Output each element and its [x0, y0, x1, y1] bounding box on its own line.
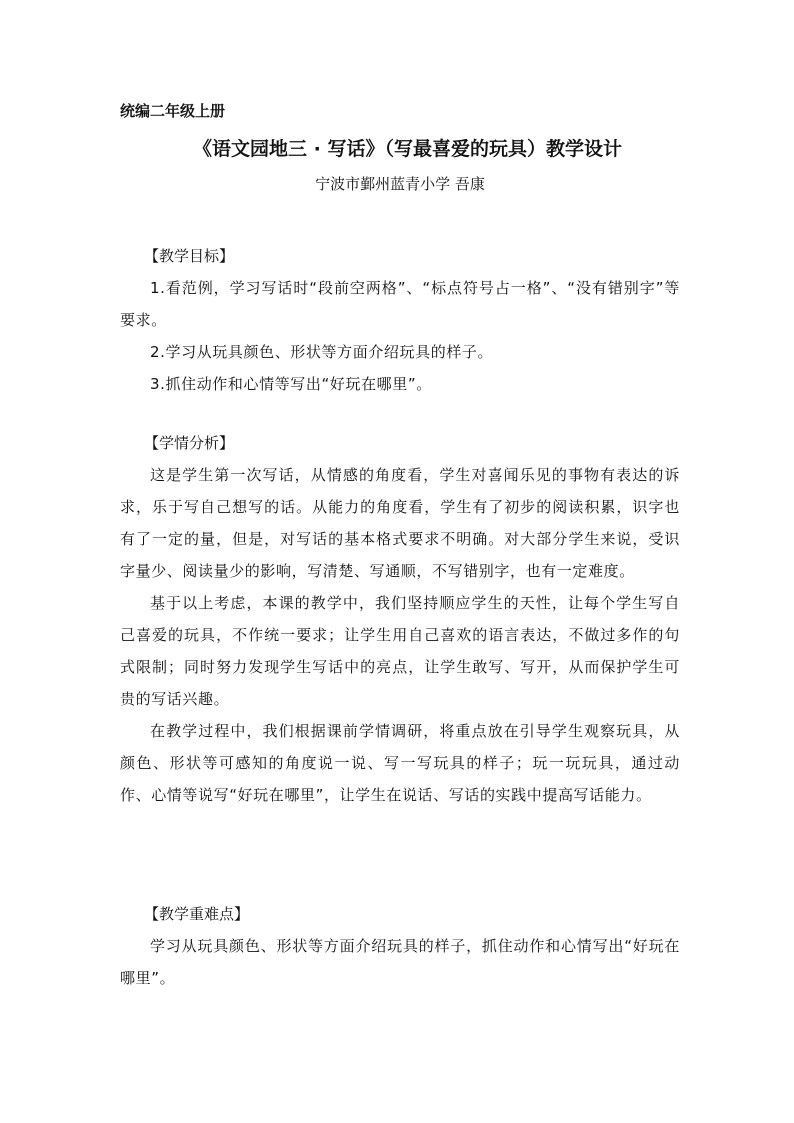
- section-key-points: [120, 898, 680, 994]
- section-heading-goals: 【教学目标】: [144, 247, 235, 265]
- goal-item-1: 1.看范例，学习写话时“段前空两格”、“标点符号占一格”、“没有错别字”等要求。: [120, 279, 680, 329]
- document-title: 《语文园地三 · 写话》（写最喜爱的玩具）教学设计: [193, 138, 622, 160]
- section-heading-key-points: 【教学重难点】: [144, 905, 250, 923]
- analysis-paragraph-2: 基于以上考虑，本课的教学中，我们坚持顺应学生的天性，让每个学生写自己喜爱的玩具，不作统一要求；让学生用自己喜欢的语言表达，不做过多作的句式限制；同时努力发现学生写话中的亮点，让学生敢写、写开，从而保护学生可贵的写话兴趣。: [120, 594, 680, 708]
- author-line: 宁波市鄞州蓝青小学 吾康: [315, 175, 485, 193]
- section-teaching-goals: [120, 240, 680, 400]
- key-points-paragraph: 学习从玩具颜色、形状等方面介绍玩具的样子，抓住动作和心情写出“好玩在哪里”。: [120, 937, 680, 987]
- goal-item-3: 3.抓住动作和心情等写出“好玩在哪里”。: [150, 375, 432, 393]
- grade-label: 统编二年级上册: [120, 102, 226, 120]
- section-heading-analysis: 【学情分析】: [144, 434, 235, 452]
- analysis-paragraph-1: 这是学生第一次写话，从情感的角度看，学生对喜闻乐见的事物有表达的诉求，乐于写自己想写的话。从能力的角度看，学生有了初步的阅读积累，识字也有了一定的量，但是，对写话的基本格式要求不明确。对大部分学生来说，受识字量少、阅读量少的影响，写清楚、写通顺，不写错别字，也有一定难度。: [120, 466, 680, 580]
- section-student-analysis: [120, 427, 680, 811]
- goal-item-2: 2.学习从玩具颜色、形状等方面介绍玩具的样子。: [150, 343, 494, 361]
- analysis-paragraph-3: 在教学过程中，我们根据课前学情调研，将重点放在引导学生观察玩具，从颜色、形状等可感知的角度说一说、写一写玩具的样子；玩一玩玩具，通过动作、心情等说写“好玩在哪里”，让学生在说话、写话的实践中提高写话能力。: [120, 722, 680, 804]
